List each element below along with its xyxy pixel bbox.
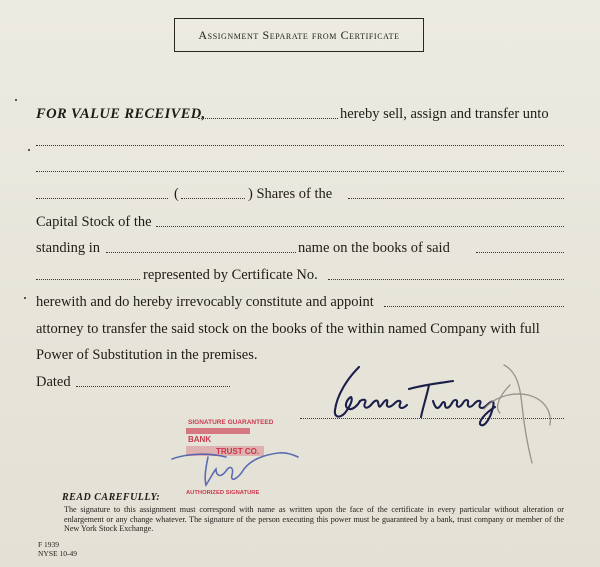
assignee-line-2[interactable]	[36, 171, 564, 172]
name-on-books-text: name on the books of said	[298, 240, 450, 256]
form-code: NYSE 10-49	[38, 549, 77, 558]
assignee-line[interactable]	[36, 145, 564, 146]
date-line[interactable]	[76, 386, 230, 387]
read-carefully-heading: READ CAREFULLY:	[62, 492, 161, 503]
sell-assign-transfer-text: hereby sell, assign and transfer unto	[340, 106, 549, 122]
stamp-line-3: TRUST CO.	[216, 447, 260, 456]
represented-line[interactable]	[36, 279, 140, 280]
stamp-line-4: AUTHORIZED SIGNATURE	[186, 490, 260, 496]
signature-notice-text: The signature to this assignment must correspond with name as written upon the face of the certificate in every particular without alteration or enlargement or any change whatever. The signature of the person executing this power must be guaranteed by a bank, trust company or member of the New York Stock Exchange.	[64, 505, 564, 534]
certificate-number-line[interactable]	[328, 279, 564, 280]
shares-words-line[interactable]	[36, 198, 168, 199]
attorney-transfer-text: attorney to transfer the said stock on the books of the within named Company with full	[36, 321, 540, 337]
company-line[interactable]	[348, 198, 564, 199]
for-value-received-label: FOR VALUE RECEIVED,	[36, 106, 206, 122]
power-of-substitution-text: Power of Substitution in the premises.	[36, 347, 258, 363]
form-title: Assignment Separate from Certificate	[174, 18, 424, 52]
form-number: F 1939	[38, 540, 60, 549]
paper-speck	[15, 99, 17, 101]
herewith-text: herewith and do hereby irrevocably constitute and appoint	[36, 294, 374, 310]
stamp-smudge	[186, 428, 250, 434]
shares-of-the-text: ) Shares of the	[248, 186, 333, 202]
standing-in-text: standing in	[36, 240, 101, 256]
dated-label: Dated	[36, 374, 71, 390]
guarantor-signature	[168, 445, 303, 495]
capital-stock-line[interactable]	[156, 226, 564, 227]
shares-number-line[interactable]	[181, 198, 245, 199]
standing-in-line[interactable]	[106, 252, 296, 253]
stamp-line-2: BANK	[188, 435, 212, 444]
paren-open: (	[174, 186, 179, 202]
pencil-mark-icon	[470, 355, 570, 475]
attorney-line[interactable]	[384, 306, 564, 307]
paper-speck	[24, 297, 26, 299]
paper-speck	[28, 149, 30, 151]
stamp-line-1: SIGNATURE GUARANTEED	[188, 419, 274, 426]
capital-stock-text: Capital Stock of the	[36, 214, 152, 230]
represented-by-text: represented by Certificate No.	[143, 267, 318, 283]
assignor-name-line[interactable]	[198, 118, 338, 119]
books-line[interactable]	[476, 252, 564, 253]
